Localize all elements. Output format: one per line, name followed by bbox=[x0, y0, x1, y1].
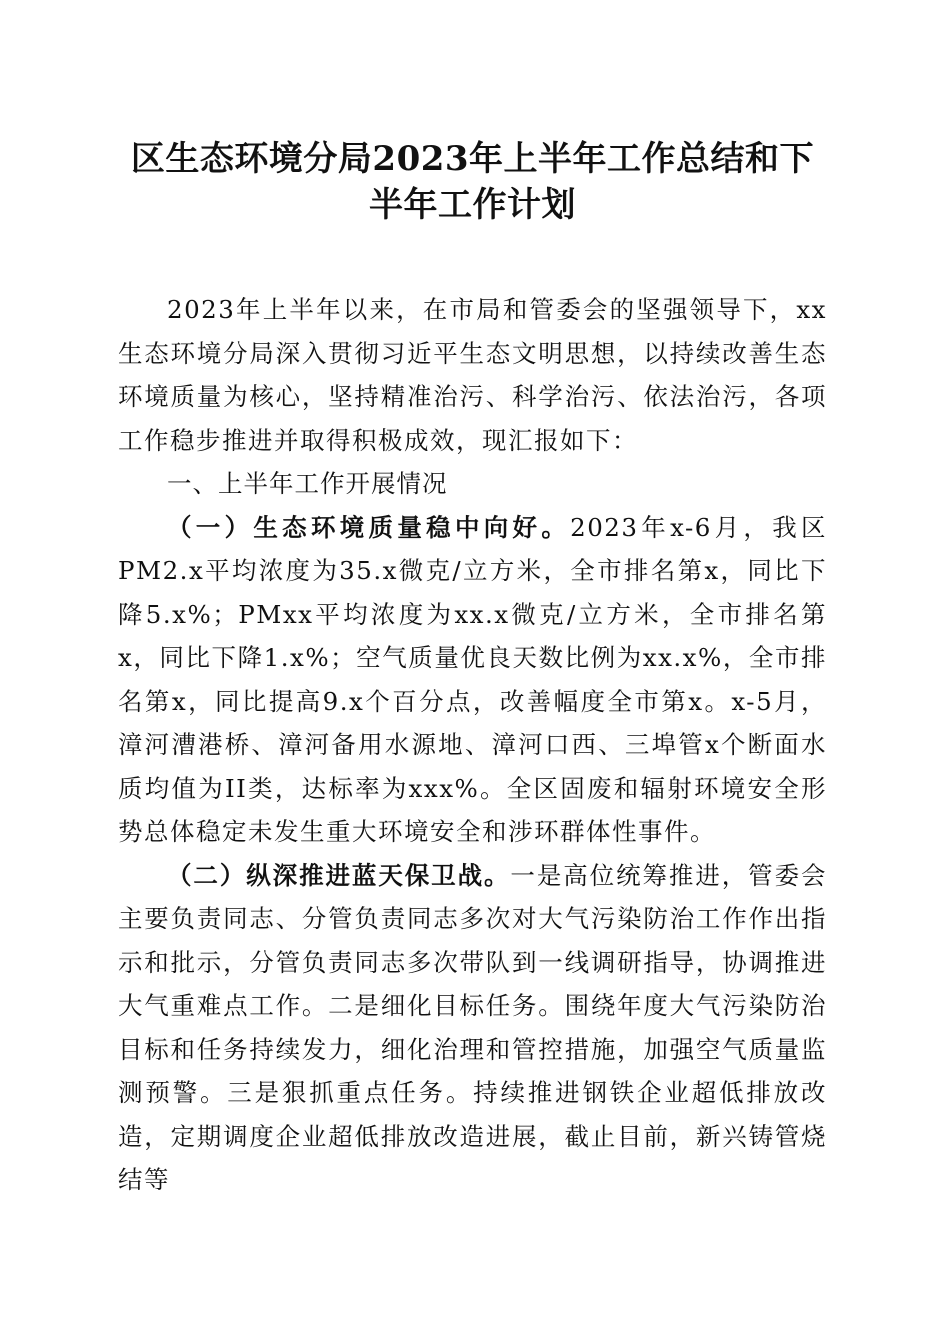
document-title: 区生态环境分局2023年上半年工作总结和下半年工作计划 bbox=[130, 139, 815, 225]
item-text-1: 2023年x-6月，我区PM2.x平均浓度为35.x微克/立方米，全市排名第x，同比下降5.x%；PMxx平均浓度为xx.x微克/立方米，全市排名第x，同比下降1.x%；空气质量优良天数比例为xx.x%，全市排名第x，同比提高9.x个百分点，改善幅度全市第x。x-5月，漳河漕港桥、漳河备用水源地、漳河口西、三埠管x个断面水质均值为II类，达标率为xxx%。全区固废和辐射环境安全形势总体稳定未发生重大环境安全和涉环群体性事件。 bbox=[118, 512, 827, 846]
item-paragraph-1 bbox=[118, 506, 827, 854]
intro-paragraph: 2023年上半年以来，在市局和管委会的坚强领导下，xx生态环境分局深入贯彻习近平生态文明思想，以持续改善生态环境质量为核心，坚持精准治污、科学治污、依法治污，各项工作稳步推进并取得积极成效，现汇报如下： bbox=[118, 295, 827, 455]
section-heading-1: 一、上半年工作开展情况 bbox=[167, 469, 448, 498]
item-paragraph-2 bbox=[118, 854, 827, 1202]
item-lead-2: （二）纵深推进蓝天保卫战。 bbox=[167, 860, 511, 890]
item-lead-1: （一）生态环境质量稳中向好。 bbox=[167, 512, 571, 542]
item-text-2: 一是高位统筹推进，管委会主要负责同志、分管负责同志多次对大气污染防治工作作出指示和批示，分管负责同志多次带队到一线调研指导，协调推进大气重难点工作。二是细化目标任务。围绕年度大气污染防治目标和任务持续发力，细化治理和管控措施，加强空气质量监测预警。三是狠抓重点任务。持续推进钢铁企业超低排放改造，定期调度企业超低排放改造进展，截止目前，新兴铸管烧结等 bbox=[118, 860, 828, 1194]
